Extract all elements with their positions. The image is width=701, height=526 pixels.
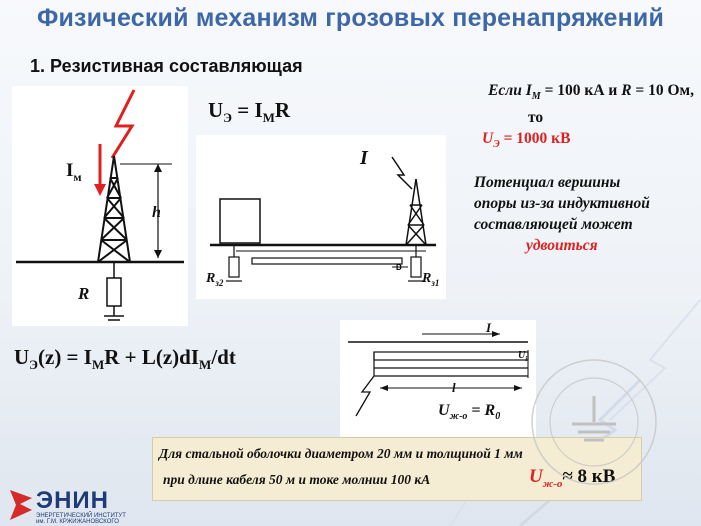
logo-subtitle: ЭНЕРГЕТИЧЕСКИЙ ИНСТИТУТ им. Г.М. КРЖИЖАНОВСКОГО <box>36 513 126 525</box>
tower-diagram-panel <box>12 86 188 326</box>
tower-icon <box>406 179 426 245</box>
enin-logo-icon <box>6 488 34 522</box>
inductive-voltage-formula: $U_Э(z) = I_MR + L(z)dI_M/dt$ <box>14 345 236 373</box>
tower-resistance-label: R <box>78 284 90 303</box>
note-line-2: при длине кабеля 50 м и токе молнии 100 кА <box>163 472 431 487</box>
tower-height-label: h <box>152 204 161 221</box>
resistor-icon <box>107 278 121 306</box>
ground-resistance-left-label: $R_{з2}$ <box>206 271 224 288</box>
lightning-bolt-icon <box>392 157 412 189</box>
middle-current-label: I <box>360 147 368 169</box>
tower-diagram <box>12 86 188 326</box>
line-diagram <box>196 135 446 299</box>
cable-sheath-panel <box>340 320 536 438</box>
lightning-bolt-icon <box>112 90 134 158</box>
cable-icon <box>252 258 402 264</box>
sheath-voltage-result: $U_{ж-о}\approx 8$ кВ <box>529 466 616 490</box>
section-subtitle: 1. Резистивная составляющая <box>30 56 303 76</box>
example-calculation: Если $I_M = 100$ кА и R = 10 Ом, то $U_Э = 1000$ кВ <box>482 82 694 151</box>
tower-icon <box>98 156 130 262</box>
ground-resistance-right-label: $R_{з1}$ <box>422 271 440 288</box>
distance-label: D <box>396 263 402 272</box>
substation-icon <box>220 199 260 243</box>
lightning-bolt-icon <box>356 376 374 416</box>
resistive-voltage-formula: $U_Э = I_MR$ <box>208 98 291 126</box>
line-diagram-panel <box>196 135 446 299</box>
tower-current-label: $I_м$ <box>66 160 82 184</box>
resistor-icon <box>411 257 421 277</box>
resistor-icon <box>229 257 239 277</box>
note-line-1: Для стальной оболочки диаметром 20 мм и толщиной 1 мм <box>159 446 523 461</box>
sheath-voltage-formula: $U_{ж-о} = R_0$ <box>438 402 501 423</box>
cable-current-top-label: I <box>486 320 492 335</box>
cable-length-label: l <box>452 380 456 395</box>
cable-inner-voltage-label: $U_i$ <box>518 350 528 363</box>
cable-icon <box>374 352 528 360</box>
page-title: Физический механизм грозовых перенапряжений <box>36 4 665 32</box>
logo-name: ЭНИН <box>36 487 109 514</box>
watermark-logo <box>520 340 670 510</box>
potential-note: Потенциал вершины опоры из-за индуктивной составляющей может удвоиться <box>474 174 650 254</box>
